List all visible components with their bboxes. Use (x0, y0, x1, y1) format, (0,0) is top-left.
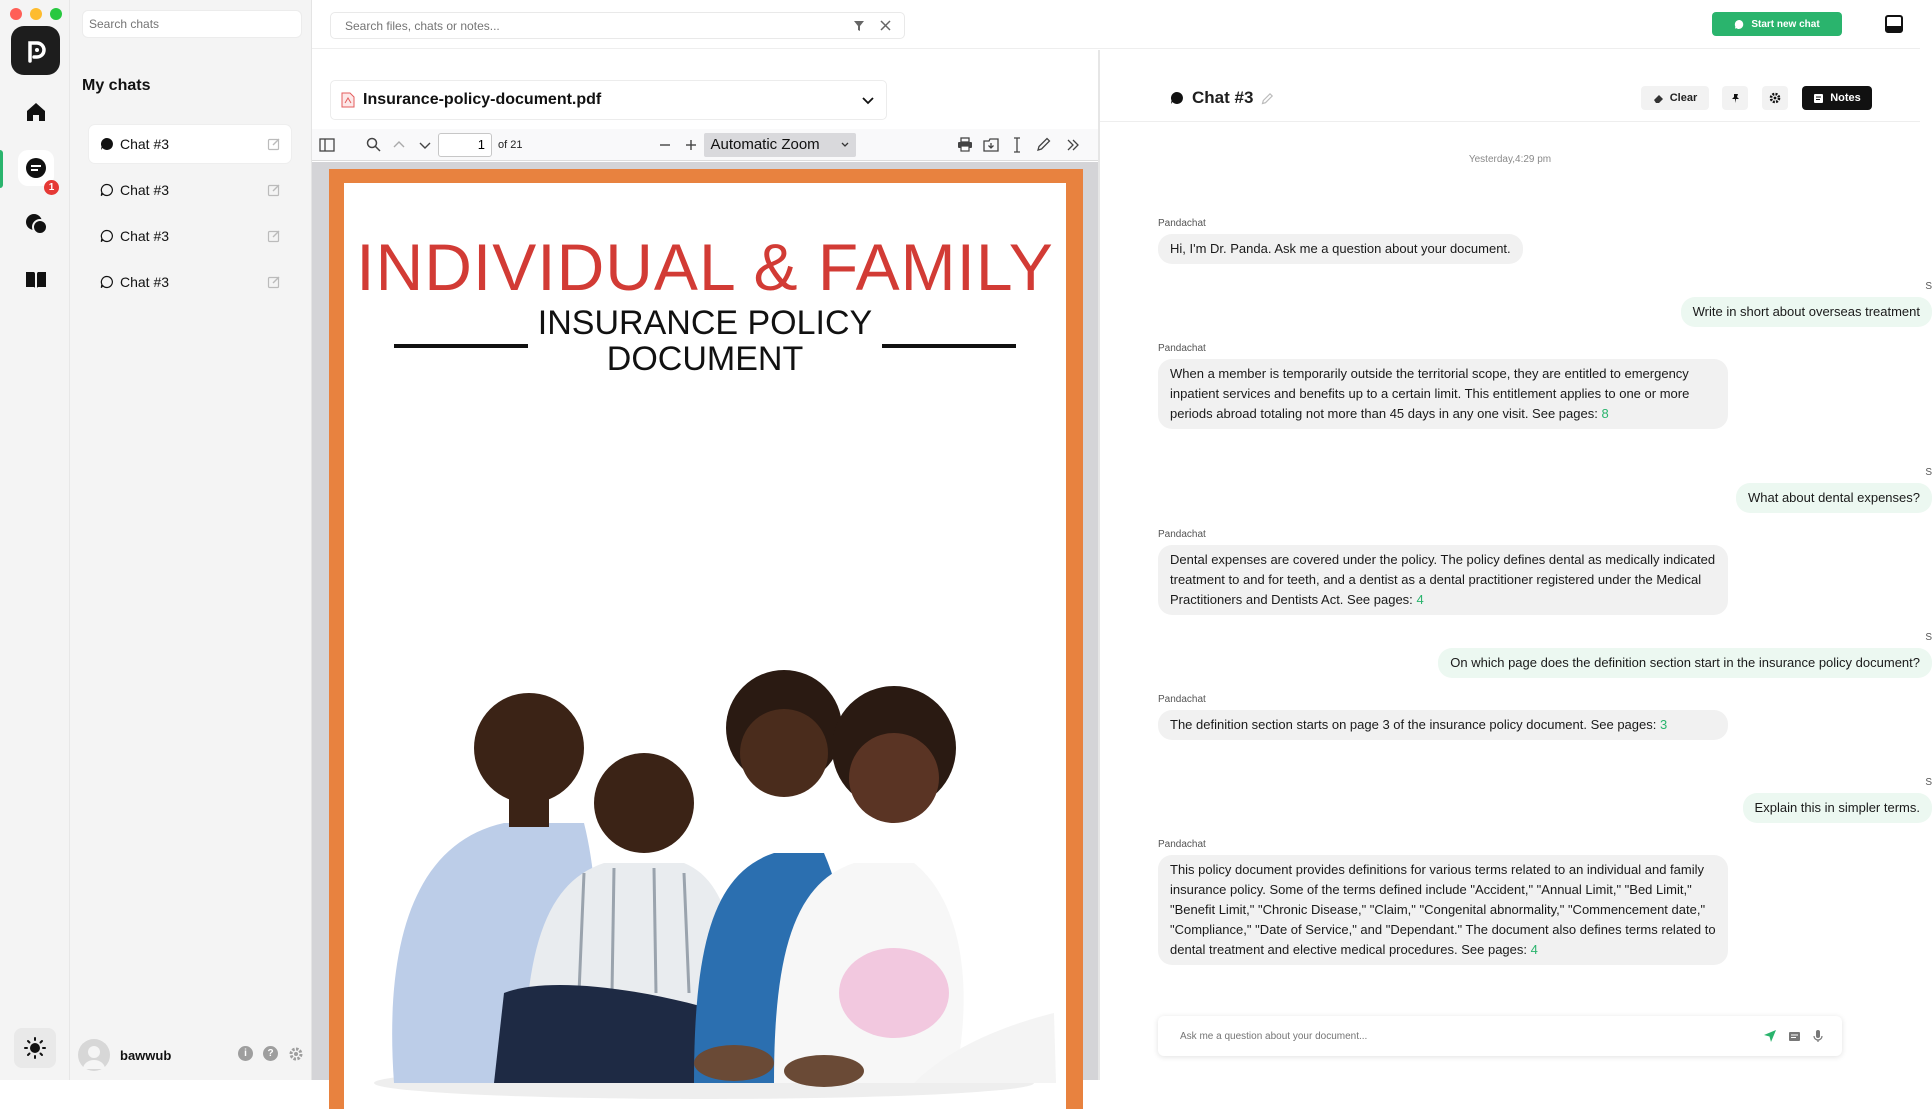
pin-button[interactable] (1722, 86, 1748, 110)
message-sender: S (1925, 281, 1932, 292)
chat-search-input[interactable] (82, 10, 302, 38)
user-message (1400, 777, 1932, 823)
message-text: The definition section starts on page 3 of the insurance policy document. See pages: (1170, 717, 1657, 732)
maximize-window-button[interactable] (50, 8, 62, 20)
chat-outline-icon (100, 275, 114, 289)
page-number-input[interactable] (438, 133, 492, 157)
chat-header (1100, 78, 1920, 122)
zoom-in-icon[interactable] (678, 133, 704, 157)
minimize-window-button[interactable] (30, 8, 42, 20)
text-select-icon[interactable] (1004, 133, 1030, 157)
clear-search-icon[interactable] (876, 17, 894, 35)
bot-message (1158, 218, 1556, 264)
notes-button[interactable] (1802, 86, 1872, 110)
chat-filled-icon (1170, 91, 1184, 105)
message-text: Write in short about overseas treatment (1681, 297, 1932, 327)
inbox-icon (1884, 14, 1904, 34)
info-icon[interactable]: i (238, 1046, 253, 1061)
document-heading: INDIVIDUAL & FAMILY (356, 230, 1054, 304)
message-sender: Pandachat (1158, 694, 1206, 705)
notes-icon (1813, 93, 1824, 104)
edit-icon[interactable] (267, 229, 281, 243)
edit-icon[interactable] (267, 275, 281, 289)
clear-chat-button[interactable] (1641, 86, 1709, 110)
rename-pencil-icon[interactable] (1261, 92, 1274, 105)
theme-toggle-button[interactable] (14, 1028, 56, 1068)
top-bar (312, 0, 1920, 49)
document-subheading-line2: DOCUMENT (606, 340, 804, 378)
bot-message (1158, 343, 1728, 429)
message-sender: Pandachat (1158, 839, 1206, 850)
page-reference-link[interactable]: 3 (1659, 717, 1668, 732)
chat-list-item-label: Chat #3 (120, 274, 170, 290)
send-icon[interactable] (1760, 1026, 1780, 1046)
active-indicator (0, 150, 3, 188)
global-search (330, 12, 905, 39)
edit-icon[interactable] (267, 183, 281, 197)
message-composer (1158, 1016, 1842, 1056)
window-controls (10, 8, 62, 20)
home-nav-button[interactable] (18, 94, 54, 130)
chat-list-item-label: Chat #3 (120, 136, 170, 152)
document-subheading (344, 305, 1066, 377)
message-sender: Pandachat (1158, 343, 1206, 354)
pin-icon (1730, 93, 1741, 104)
annotate-pen-icon[interactable] (1030, 133, 1056, 157)
file-selector[interactable] (330, 80, 887, 120)
print-icon[interactable] (952, 133, 978, 157)
pdf-page (329, 169, 1083, 1109)
chat-list-item[interactable] (89, 217, 291, 255)
bot-message (1158, 694, 1728, 740)
message-bubble (1158, 855, 1728, 965)
previous-page-icon[interactable] (386, 133, 412, 157)
zoom-select-value: Automatic Zoom (710, 136, 820, 153)
message-sender: Pandachat (1158, 218, 1206, 229)
next-page-icon[interactable] (412, 133, 438, 157)
chat-filled-icon (100, 137, 114, 151)
chat-timestamp: Yesterday,4:29 pm (1468, 154, 1552, 165)
document-pane (312, 50, 1098, 1080)
chat-outline-icon (100, 183, 114, 197)
zoom-out-icon[interactable] (652, 133, 678, 157)
chat-pane (1100, 50, 1932, 1080)
user-message (1200, 632, 1932, 678)
username: bawwub (120, 1047, 172, 1063)
home-icon (24, 100, 48, 124)
message-bubble (1158, 710, 1728, 740)
page-reference-link[interactable]: 4 (1416, 592, 1424, 607)
message-text: What about dental expenses? (1736, 483, 1932, 513)
chats-icon (24, 212, 48, 236)
message-sender: Pandachat (1158, 529, 1206, 540)
user-message (1400, 467, 1932, 513)
start-new-chat-button[interactable] (1712, 12, 1842, 36)
chat-title-text: Chat #3 (1192, 88, 1254, 107)
message-text: On which page does the definition section start in the insurance policy document? (1438, 648, 1932, 678)
chevron-down-icon (840, 140, 850, 150)
chat-sidebar (70, 0, 312, 1080)
sidebar-toggle-icon[interactable] (314, 133, 340, 157)
filter-icon[interactable] (850, 17, 868, 35)
user-avatar-icon (78, 1039, 110, 1071)
notes-label: Notes (1830, 92, 1861, 104)
edit-icon[interactable] (267, 137, 281, 151)
start-new-chat-label: Start new chat (1751, 18, 1820, 30)
avatar[interactable] (78, 1039, 110, 1071)
message-sender: S (1925, 467, 1932, 478)
page-reference-link[interactable]: 8 (1601, 406, 1609, 421)
chat-list-item-label: Chat #3 (120, 182, 170, 198)
new-chat-icon (1734, 19, 1745, 30)
user-message (1400, 281, 1932, 327)
app-logo[interactable] (11, 26, 60, 75)
book-icon (24, 268, 48, 292)
close-window-button[interactable] (10, 8, 22, 20)
message-text: Dental expenses are covered under the policy. The policy defines dental as medically indicated treatment to and for teeth, and a dentist as a dental practitioner registered under the Medical Practitioners and Dentists Act. See pages: (1170, 552, 1716, 607)
document-subheading-line1: INSURANCE POLICY (537, 304, 873, 342)
chat-list-item[interactable] (89, 125, 291, 163)
chat-settings-button[interactable] (1762, 86, 1788, 110)
pdf-file-icon (341, 92, 355, 108)
chat-list-item[interactable] (89, 171, 291, 209)
pdf-viewer[interactable] (312, 162, 1098, 1080)
chat-title (1170, 88, 1274, 108)
chat-outline-icon (100, 229, 114, 243)
unread-badge: 1 (44, 180, 59, 195)
sun-icon (24, 1037, 46, 1059)
library-nav-button[interactable] (18, 262, 54, 298)
chat-list-item[interactable] (89, 263, 291, 301)
inbox-button[interactable] (1882, 12, 1906, 36)
pdf-toolbar (312, 129, 1098, 161)
eraser-icon (1653, 93, 1664, 104)
user-profile-row (70, 1030, 312, 1080)
zoom-select[interactable] (704, 133, 856, 157)
help-icon[interactable]: ? (263, 1046, 278, 1061)
message-sender: S (1925, 777, 1932, 788)
clear-chat-label: Clear (1669, 92, 1698, 104)
search-icon[interactable] (360, 133, 386, 157)
global-search-input[interactable] (345, 19, 842, 33)
group-chats-nav-button[interactable] (18, 206, 54, 242)
pdf-page-content (344, 183, 1066, 1113)
file-name: Insurance-policy-document.pdf (363, 91, 602, 108)
message-bubble (1158, 545, 1728, 615)
chevron-down-icon (860, 92, 876, 108)
settings-gear-icon[interactable] (288, 1046, 304, 1065)
message-text: When a member is temporarily outside the territorial scope, they are entitled to emergency inpatient services and benefits up to a certain limit. This entitlement applies to one or more periods abroad totaling not more than 45 days in any one visit. See pages: (1170, 366, 1690, 421)
message-text: Hi, I'm Dr. Panda. Ask me a question about your document. (1158, 234, 1523, 264)
download-icon[interactable] (978, 133, 1004, 157)
page-reference-link[interactable]: 4 (1530, 942, 1538, 957)
message-bubble (1158, 359, 1728, 429)
microphone-icon[interactable] (1808, 1026, 1828, 1046)
bot-message (1158, 529, 1728, 615)
sidebar-title: My chats (82, 77, 151, 94)
chat-bubble-icon (24, 156, 48, 180)
pandachat-logo-icon (20, 35, 52, 67)
app-rail (0, 0, 70, 1080)
message-text: Explain this in simpler terms. (1743, 793, 1932, 823)
attach-note-icon[interactable] (1784, 1026, 1804, 1046)
bot-message (1158, 839, 1728, 965)
gear-icon (1769, 92, 1781, 104)
page-count: of 21 (498, 138, 523, 151)
chat-list-item-label: Chat #3 (120, 228, 170, 244)
message-sender: S (1925, 632, 1932, 643)
message-input[interactable] (1180, 1031, 1756, 1042)
more-tools-icon[interactable] (1060, 133, 1086, 157)
message-text: This policy document provides definitions for various terms related to an individual and family insurance policy. Some of the terms defined include "Accident," "Annual Limit," "Bed Limit," "Benefit Limit," "Chronic Disease," "Claim," "Congenital abnormality," "Commencement date," "Compliance," "Date of Service," and "Dependant." The document also defines terms related to dental treatment and elective medical procedures. See pages: (1170, 862, 1716, 957)
family-photo (354, 523, 1056, 1103)
